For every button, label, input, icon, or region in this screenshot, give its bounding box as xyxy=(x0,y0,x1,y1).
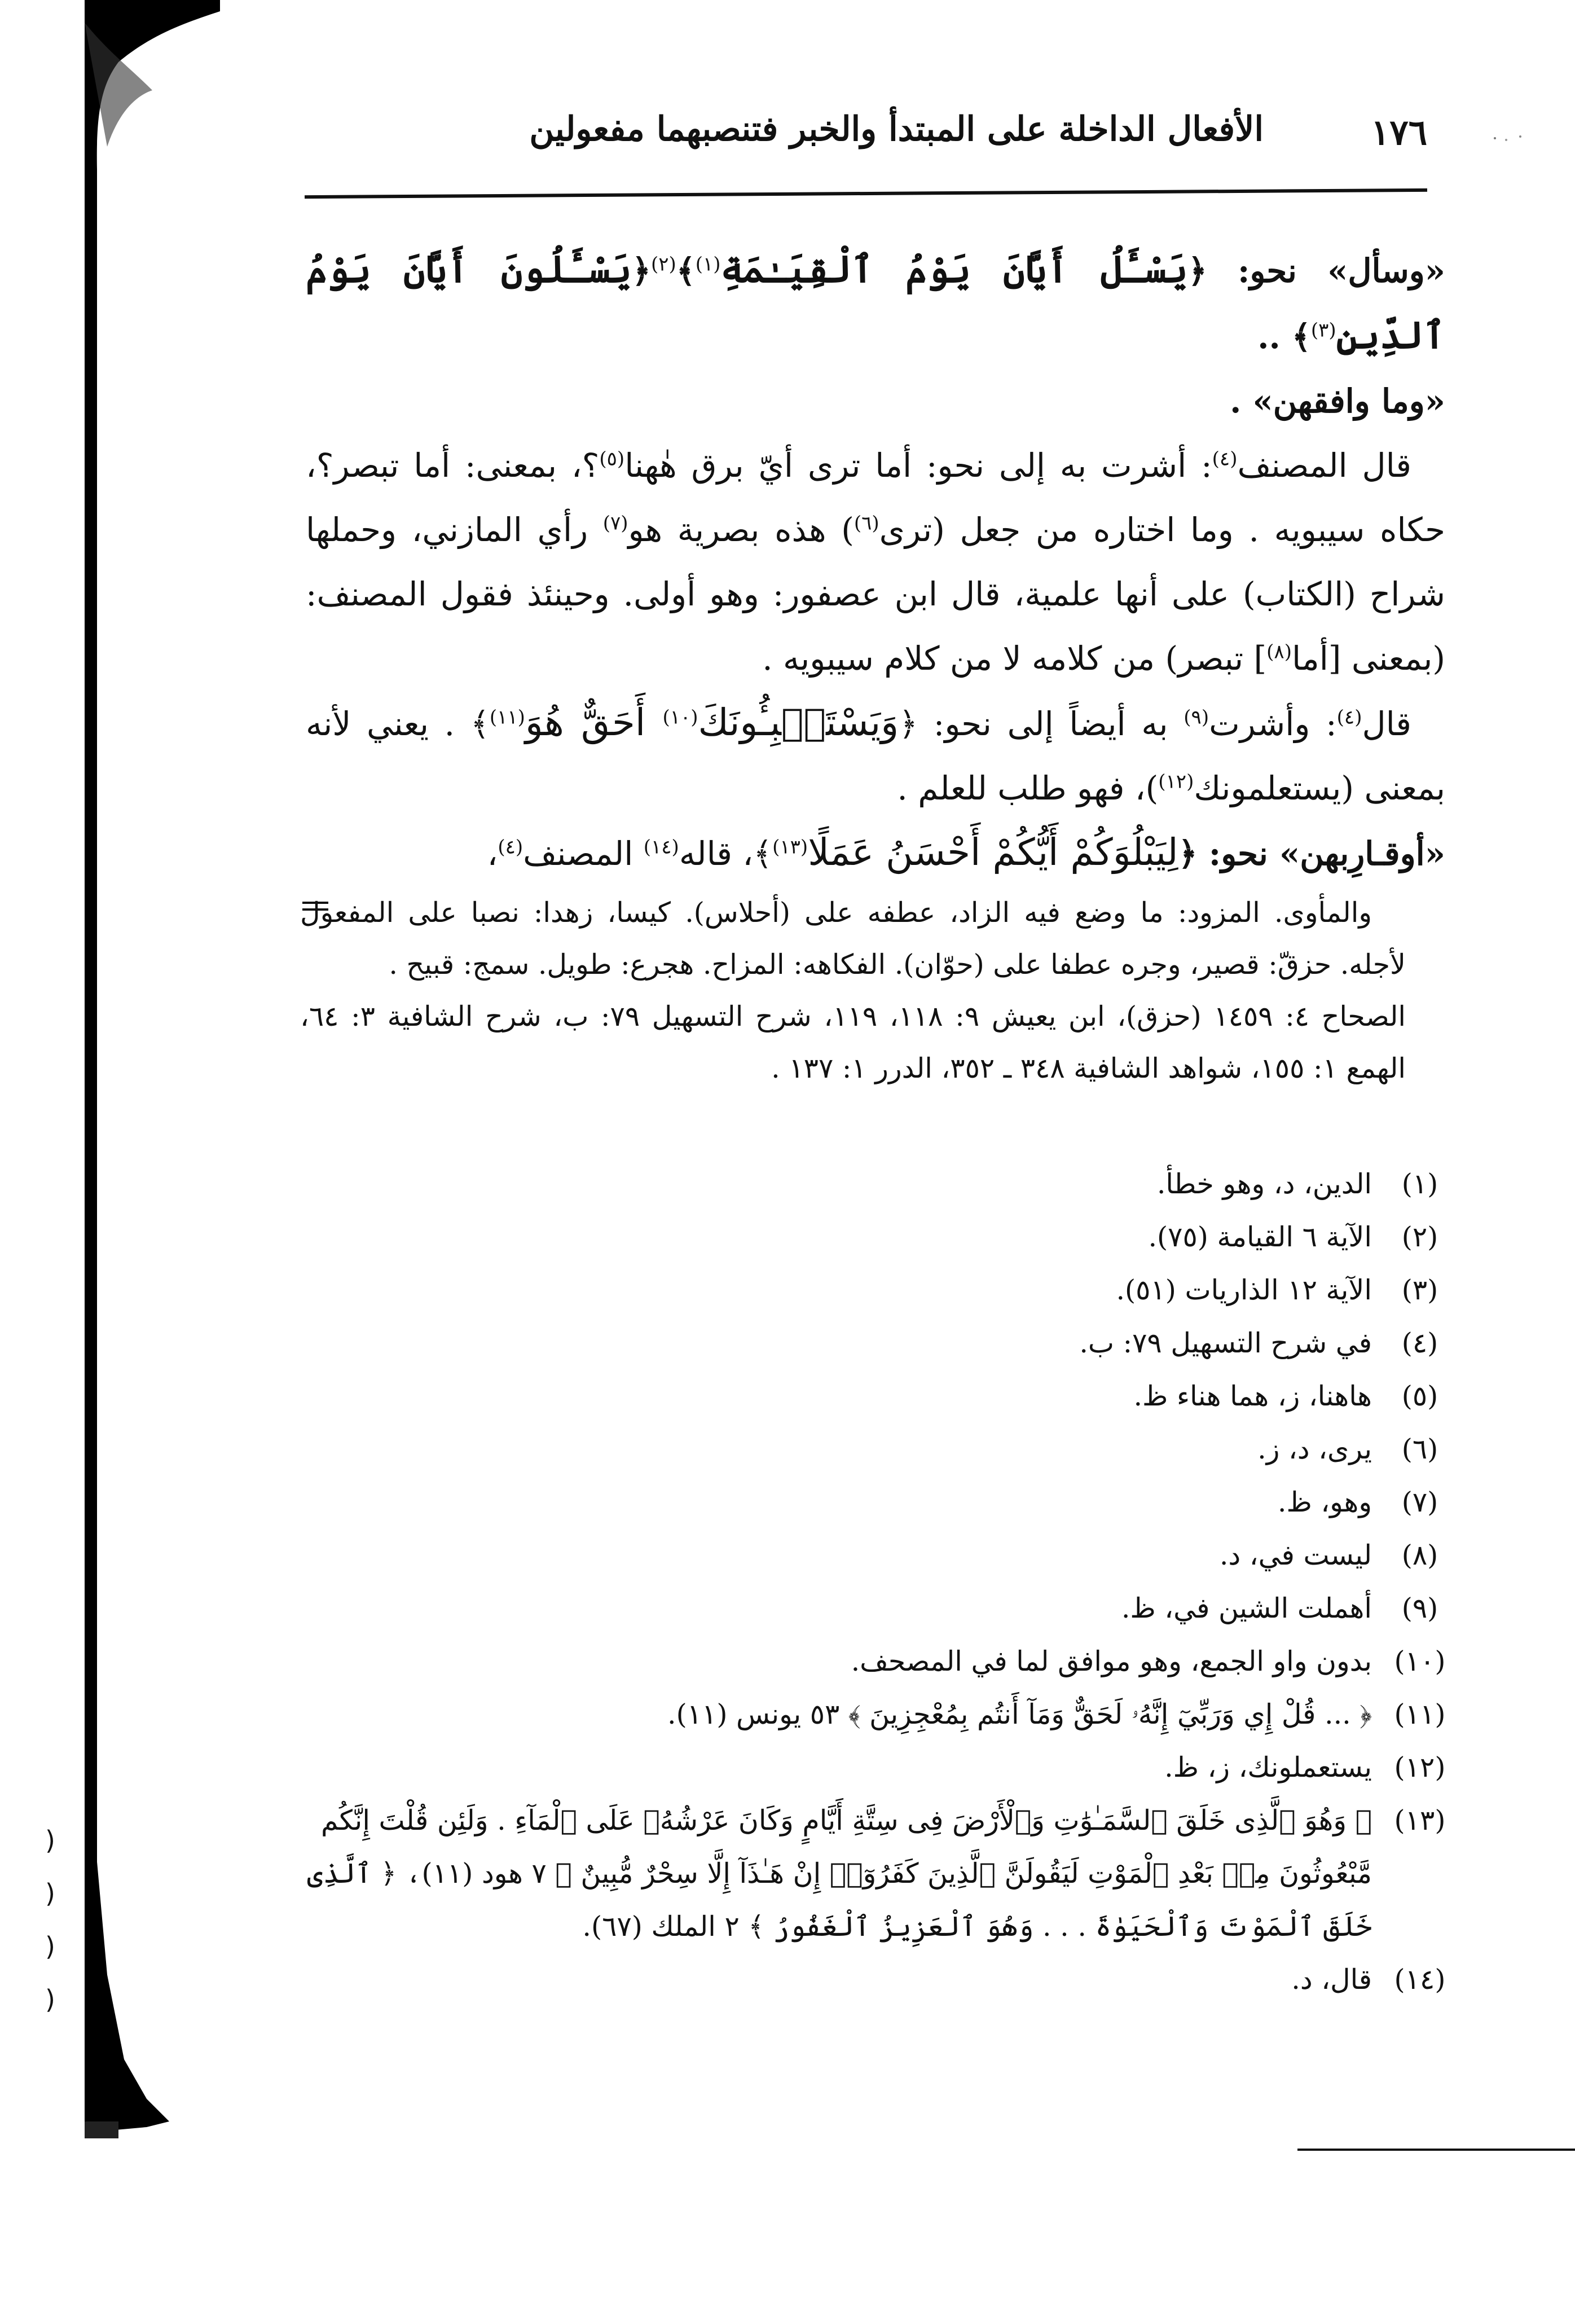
p1-bracket-open: ﴿ xyxy=(631,252,651,290)
p3-text: ؟، بمعنى: أما تبصر؟، حكاه سيبويه . وما اختاره من جعل (ترى xyxy=(306,446,1445,549)
paragraph-2: «وما وافقهن» . xyxy=(1230,382,1445,420)
footnote-text: الآية ١٢ الذاريات (٥١). xyxy=(1116,1274,1372,1306)
footnote-text: الآية ٦ القيامة (٧٥). xyxy=(1148,1221,1372,1253)
p5-lead: «أوقـارِبهن» نحو: ﴿ xyxy=(1178,834,1445,873)
main-text xyxy=(306,237,1445,886)
quran-verse-4: لِيَبْلُوَكُمْ أَيُّكُمْ أَحْسَنُ عَمَلًا xyxy=(808,831,1178,874)
footnote-text: في شرح التسهيل ٧٩: ب. xyxy=(1079,1327,1372,1359)
p1-lead: «وسأل» نحو: ﴿ xyxy=(1187,252,1445,290)
footnote-number: (١١) xyxy=(1394,1698,1446,1730)
page-header xyxy=(525,85,1450,175)
footnote-item xyxy=(294,1370,1457,1423)
note-ref: (٤) xyxy=(1212,447,1238,471)
note-ref: (٥) xyxy=(599,447,625,471)
header-rule xyxy=(305,188,1427,199)
footnote-text: يستعملونك، ز، ظ. xyxy=(1164,1751,1372,1783)
note-ref: (٧) xyxy=(602,512,628,535)
scan-speckle xyxy=(1489,130,1534,147)
p4-text: )، فهو طلب للعلم . xyxy=(897,769,1159,807)
footnote-item xyxy=(294,1529,1457,1582)
quran-verse-2: يَسْـَٔلُونَ أَيَّانَ يَوْمُ ٱلدِّينِ xyxy=(306,247,1445,357)
footnote-number: (٥) xyxy=(1401,1380,1438,1412)
quran-verse-3: وَيَسْتَنۢبِـُٔونَكَ xyxy=(698,701,899,744)
paragraph-1 xyxy=(306,237,1445,369)
note-ref: (١٠) xyxy=(662,706,698,729)
note-ref: (٣) xyxy=(1310,319,1336,342)
p3-text: ] تبصر) من كلامه لا من كلام سيبويه . xyxy=(762,639,1267,678)
p3-text: قال المصنف xyxy=(1237,446,1411,485)
footnote-item xyxy=(294,1264,1457,1317)
footnotes-list xyxy=(294,1158,1457,2006)
footnote-text: أهملت الشين في، ظ. xyxy=(1121,1592,1372,1624)
footnote-number: (١٢) xyxy=(1394,1751,1446,1783)
note-ref: (٨) xyxy=(1266,640,1292,664)
footnote-item xyxy=(294,1688,1457,1741)
footnote-number: (٩) xyxy=(1401,1592,1438,1624)
margin-mark: ) xyxy=(45,1825,55,1856)
footnote-text: يرى، د، ز. xyxy=(1257,1433,1372,1465)
note-ref: (١١) xyxy=(489,706,525,729)
margin-mark: ) xyxy=(45,1931,55,1962)
binding-shadow xyxy=(85,0,220,2324)
footnote-item xyxy=(294,1476,1457,1529)
footnote-number: (٣) xyxy=(1401,1274,1438,1306)
note-ref: (١٢) xyxy=(1158,770,1194,793)
p4-text: ﴾ . يعني لأنه بمعنى (يستعلمونك xyxy=(306,705,1445,807)
paragraph-3 xyxy=(306,433,1445,691)
running-title: الأفعال الداخلة على المبتدأ والخبر فتنصبهما مفعولين xyxy=(529,109,1264,149)
note-ref: (٤) xyxy=(498,836,523,859)
footnote-gloss xyxy=(300,887,1406,1095)
footnote-text: قال، د. xyxy=(1291,1963,1372,1996)
note-ref: (١) xyxy=(695,253,721,276)
p3-text: رأي المازني، وحملها شراح (الكتاب) على أنها علمية، قال ابن عصفور: وهو أولى. وحينئذ فقول المصنف: (بمعنى [أما xyxy=(306,511,1445,678)
footnote-item xyxy=(294,1582,1457,1635)
footnote-text: هاهنا، ز، هما هناء ظ. xyxy=(1133,1380,1372,1412)
footnote-number: (١٠) xyxy=(1394,1645,1446,1677)
gloss-line-1: والمأوى. المزود: ما وضع فيه الزاد، عطفه على (أحلاس). كيسا، زهدا: نصبا على المفعول لأجله. حزقّ: قصير، وجره عطفا على (حوّان). الفكاهه: المزاح. هجرع: طويل. سمج: قبيح . xyxy=(300,897,1406,981)
footnote-number: (١٣) xyxy=(1394,1804,1446,1837)
quran-verse-3b: أَحَقٌّ هُوَ xyxy=(525,701,663,744)
footnote-number: (١) xyxy=(1401,1168,1438,1200)
footnote-item xyxy=(294,1423,1457,1476)
bottom-rule xyxy=(1297,2149,1575,2151)
note-ref: (٤) xyxy=(1336,706,1362,729)
footnote-item xyxy=(294,1953,1457,2006)
page-number: ١٧٦ xyxy=(1371,112,1427,153)
footnote-item xyxy=(294,1741,1457,1794)
p5-text: ﴾، قاله xyxy=(679,834,773,873)
footnote-text: بدون واو الجمع، وهو موافق لما في المصحف. xyxy=(851,1645,1372,1677)
paragraph-4 xyxy=(306,691,1445,820)
note-ref: (١٣) xyxy=(772,836,808,859)
gloss-line-2: الصحاح ٤: ١٤٥٩ (حزق)، ابن يعيش ٩: ١١٨، ١١٩، شرح التسهيل ٧٩: ب، شرح الشافية ٣: ٦٤، الهمع ١: ١٥٥، شواهد الشافية ٣٤٨ ـ ٣٥٢، الدرر ١: ١٣٧ . xyxy=(300,1000,1406,1084)
binding-shadow-graphic xyxy=(85,0,220,2324)
footnote-text: الدين، د، وهو خطأ. xyxy=(1156,1168,1372,1200)
footnote-number: (٨) xyxy=(1401,1539,1438,1571)
footnote-number: (١٤) xyxy=(1394,1963,1446,1996)
note-ref: (٩) xyxy=(1184,706,1209,729)
footnote-item xyxy=(294,1211,1457,1264)
note-ref: (٦) xyxy=(854,512,879,535)
footnote-number: (٢) xyxy=(1401,1221,1438,1253)
p5-text: ، xyxy=(487,834,498,873)
footnote-number: (٤) xyxy=(1401,1327,1438,1359)
footnote-number: (٧) xyxy=(1401,1486,1438,1518)
scan-speckle-graphic xyxy=(1489,130,1534,147)
footnote-text: ﴿ ... قُلْ إِي وَرَبِّيٓ إِنَّهُۥ لَحَقٌّ وَمَآ أَنتُم بِمُعْجِزِينَ ﴾ ٥٣ يونس (١١). xyxy=(667,1698,1372,1730)
p4-text: به أيضاً إلى نحو: ﴿ xyxy=(899,705,1184,743)
p4-text: قال xyxy=(1362,705,1411,743)
note-ref: (٢) xyxy=(650,253,676,276)
margin-mark: ) xyxy=(45,1878,55,1909)
footnote-item xyxy=(294,1635,1457,1688)
footnote-text: ليست في، د. xyxy=(1219,1539,1372,1571)
p5-text: المصنف xyxy=(523,834,644,873)
p1-bracket-close: ﴾ xyxy=(676,252,696,290)
margin-mark: ) xyxy=(45,1984,55,2015)
p4-text: : وأشرت xyxy=(1209,705,1337,743)
footnote-text: ﴿ وَهُوَ ٱلَّذِى خَلَقَ ٱلسَّمَـٰوَٰتِ وَٱلْأَرْضَ فِى سِتَّةِ أَيَّامٍ وَكَانَ عَرْشُهُۥ عَلَى ٱلْمَآءِ . وَلَئِن قُلْتَ إِنَّكُم مَّبْعُوثُونَ مِنۢ بَعْدِ ٱلْمَوْتِ لَيَقُولَنَّ ٱلَّذِينَ كَفَرُوٓا۟ إِنْ هَـٰذَآ إِلَّا سِحْرٌ مُّبِينٌ ﴾ ٧ هود (١١)، ﴿ ٱلَّذِى خَلَقَ ٱلْمَوْتَ وَٱلْحَيَوٰةَ . . . وَهُوَ ٱلْعَزِيزُ ٱلْغَفُورُ ﴾ ٢ الملك (٦٧). xyxy=(307,1804,1372,1943)
footnote-item xyxy=(294,1158,1457,1211)
footnote-item xyxy=(294,1317,1457,1370)
footnote-item xyxy=(294,1794,1457,1953)
footnote-number: (٦) xyxy=(1401,1433,1438,1465)
margin-marks xyxy=(45,1814,55,2026)
p3-text: : أشرت به إلى نحو: أما ترى أيّ برق هٰهنا xyxy=(624,446,1212,485)
note-ref: (١٤) xyxy=(643,836,679,859)
footnote-text: وهو، ظ. xyxy=(1277,1486,1372,1518)
paragraph-5 xyxy=(306,820,1445,886)
p3-text: ) هذه بصرية هو xyxy=(628,511,854,549)
p1-tail: ﴾ .. xyxy=(1257,318,1311,356)
quran-verse-1: يَسْـَٔلُ أَيَّانَ يَوْمُ ٱلْقِيَـٰمَةِ xyxy=(720,247,1188,291)
